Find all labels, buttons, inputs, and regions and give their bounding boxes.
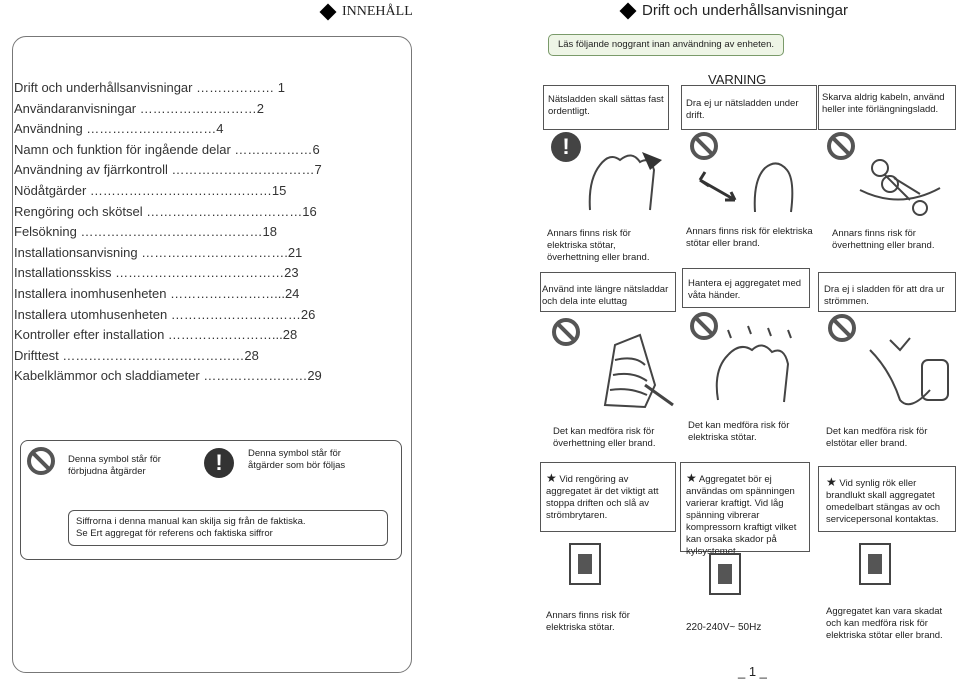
toc-page-number: 21 <box>287 244 303 260</box>
toc-title: Installationsanvisning <box>14 244 138 260</box>
pull-cord-illustration <box>860 330 955 415</box>
c3-r2-text: Dra ej i sladden för att dra ur strömmen. <box>824 284 945 307</box>
toc-entry[interactable] <box>14 78 354 99</box>
toc-title: Kabelklämmor och sladdiameter <box>14 368 200 384</box>
toc-title: Felsökning <box>14 224 77 240</box>
toc-entry[interactable] <box>14 263 354 284</box>
exclamation-icon: ! <box>551 132 581 162</box>
toc-entry[interactable] <box>14 243 354 264</box>
c2-r3-block <box>686 472 806 558</box>
c1-r2b-text: Det kan medföra risk för överhettning eller brand. <box>553 426 656 449</box>
c3-top-text: Skarva aldrig kabeln, använd heller inte förlängningsladd. <box>822 92 945 115</box>
banner-text: Läs följande noggrant inan användning av enheten. <box>557 39 775 50</box>
toc-title: Användning <box>14 121 83 137</box>
toc-page-number: 28 <box>244 347 259 363</box>
switch-illustration <box>560 540 620 590</box>
diamond-icon <box>320 4 337 21</box>
toc-title: Installera utomhusenheten <box>14 306 168 322</box>
forbidden-legend-text: Denna symbol står för förbjudna åtgärder <box>68 454 161 477</box>
switch-illustration <box>850 540 910 590</box>
toc-entry[interactable] <box>14 325 354 346</box>
c1-r3b-text: Annars finns risk för elektriska stötar. <box>546 610 630 633</box>
toc-page-number: 15 <box>271 182 287 198</box>
toc-page-number: 18 <box>262 224 277 240</box>
c2-r3b-text: 220-240V~ 50Hz <box>686 622 762 633</box>
toc-entry[interactable] <box>14 99 354 120</box>
c3-mid-text: Annars finns risk för överhettning eller brand. <box>832 228 935 251</box>
c2-r2-text: Hantera ej aggregatet med våta händer. <box>688 278 802 301</box>
toc-page-number: 16 <box>302 203 317 219</box>
c1-r3-text: Vid rengöring av aggregatet är det viktigt att stoppa driften och slå av strömbrytaren. <box>546 474 659 521</box>
toc-dots: …………………………………… <box>86 182 272 198</box>
toc-title: Användning av fjärrkontroll <box>14 162 168 178</box>
c3-r2b-text: Det kan medföra risk för elstötar eller brand. <box>826 426 928 449</box>
toc-entry[interactable] <box>14 140 354 161</box>
toc-title: Användaranvisningar <box>14 100 137 116</box>
c3-r3b-text: Aggregatet kan vara skadat och kan medföra risk för elektriska stötar eller brand. <box>826 606 943 641</box>
toc-page-number: 2 <box>256 100 264 116</box>
table-of-contents <box>14 78 354 387</box>
toc-entry[interactable] <box>14 222 354 243</box>
note-line-1: Siffrorna i denna manual kan skilja sig från de faktiska. <box>76 516 306 527</box>
c3-r3-block <box>826 476 954 526</box>
toc-page-number: 26 <box>300 306 316 322</box>
toc-dots: …………………… <box>199 368 308 384</box>
toc-dots: …………………………………… <box>76 224 263 240</box>
toc-title: Drift och underhållsanvisningar <box>14 80 193 95</box>
toc-dots: ………………………………… <box>111 265 285 281</box>
toc-title: Drifttest <box>14 347 59 363</box>
toc-dots: ……………………... <box>166 285 285 301</box>
toc-entry[interactable] <box>14 181 354 202</box>
toc-title: Rengöring och skötsel <box>14 203 143 219</box>
toc-page-number: 6 <box>312 141 320 157</box>
toc-dots: ………………………… <box>82 121 217 137</box>
c2-top-text: Dra ej ur nätsladden under drift. <box>686 98 799 121</box>
c1-r3-block <box>546 472 670 522</box>
prohibited-icon <box>552 318 580 346</box>
power-strip-illustration <box>585 325 675 410</box>
wet-hands-illustration <box>708 320 808 410</box>
exclamation-icon: ! <box>204 448 234 478</box>
toc-page-number: 1 <box>274 80 285 95</box>
toc-page-number: 28 <box>282 327 298 343</box>
star-icon: ★ <box>686 471 697 485</box>
c3-r3-text: Vid synlig rök eller brandlukt skall aggregatet omedelbart stängas av och servicepersonal kontaktas. <box>826 478 941 525</box>
warning-title: VARNING <box>708 72 767 87</box>
toc-page-number: 29 <box>307 368 322 384</box>
c1-top-text: Nätsladden skall sättas fast ordentligt. <box>548 94 664 117</box>
toc-entry[interactable] <box>14 346 354 367</box>
toc-dots: ……………………………… <box>142 203 303 219</box>
toc-entry[interactable] <box>14 119 354 140</box>
toc-title: Kontroller efter installation <box>14 327 165 343</box>
c1-r2-text: Använd inte längre nätsladdar och dela inte eluttag <box>542 284 669 307</box>
toc-entry[interactable] <box>14 366 354 387</box>
manual-header <box>622 2 848 19</box>
star-icon: ★ <box>826 475 837 489</box>
prohibited-icon <box>828 314 856 342</box>
c2-r3-text: Aggregatet bör ej användas om spänningen varierar kraftigt. Vid låg spänning vibrerar kompressorn kraftigt vilket kan orsaka skador på kylsystemet. <box>686 474 797 557</box>
c2-mid-text: Annars finns risk för elektriska stötar eller brand. <box>686 226 813 249</box>
c1-mid-text: Annars finns risk för elektriska stötar, överhettning eller brand. <box>547 228 650 263</box>
hand-plug-illustration <box>580 140 670 215</box>
note-line-2: Se Ert aggregat för referens och faktiska siffror <box>76 528 273 539</box>
toc-dots: ……………………... <box>164 327 283 343</box>
prohibited-icon <box>27 447 55 475</box>
hand-pull-illustration <box>695 150 805 215</box>
scissors-cable-illustration <box>840 150 950 220</box>
toc-entry[interactable] <box>14 160 354 181</box>
c2-r2b-text: Det kan medföra risk för elektriska stötar. <box>688 420 790 443</box>
page-number: _ 1 _ <box>738 664 767 679</box>
toc-page-number: 4 <box>216 121 224 137</box>
toc-dots: ……………… <box>230 141 313 157</box>
diamond-icon <box>620 2 637 19</box>
toc-dots: ……………………………. <box>137 244 288 260</box>
toc-page-number: 23 <box>284 265 299 281</box>
switch-illustration <box>700 550 760 600</box>
toc-dots: …………………………… <box>167 162 315 178</box>
toc-title: Nödåtgärder <box>14 182 87 198</box>
toc-page-number: 24 <box>284 285 300 301</box>
toc-dots: ………………………… <box>167 306 301 322</box>
mandatory-legend-text: Denna symbol står för åtgärder som bör följas <box>248 448 346 471</box>
star-icon: ★ <box>546 471 557 485</box>
toc-title: Installera inomhusenheten <box>14 285 167 301</box>
toc-page-number: 7 <box>314 162 322 178</box>
toc-title: Namn och funktion för ingående delar <box>14 141 231 157</box>
manual-title: Drift och underhållsanvisningar <box>642 2 848 19</box>
read-carefully-banner <box>548 34 784 56</box>
toc-entry[interactable] <box>14 284 354 305</box>
toc-dots: ……………………… <box>136 100 257 116</box>
contents-header <box>322 4 413 20</box>
toc-dots: ……………… <box>192 80 275 95</box>
toc-title: Installationsskiss <box>14 265 112 281</box>
toc-dots: …………………………………… <box>58 347 245 363</box>
contents-title: INNEHÅLL <box>342 4 413 19</box>
toc-entry[interactable] <box>14 305 354 326</box>
toc-entry[interactable] <box>14 202 354 223</box>
